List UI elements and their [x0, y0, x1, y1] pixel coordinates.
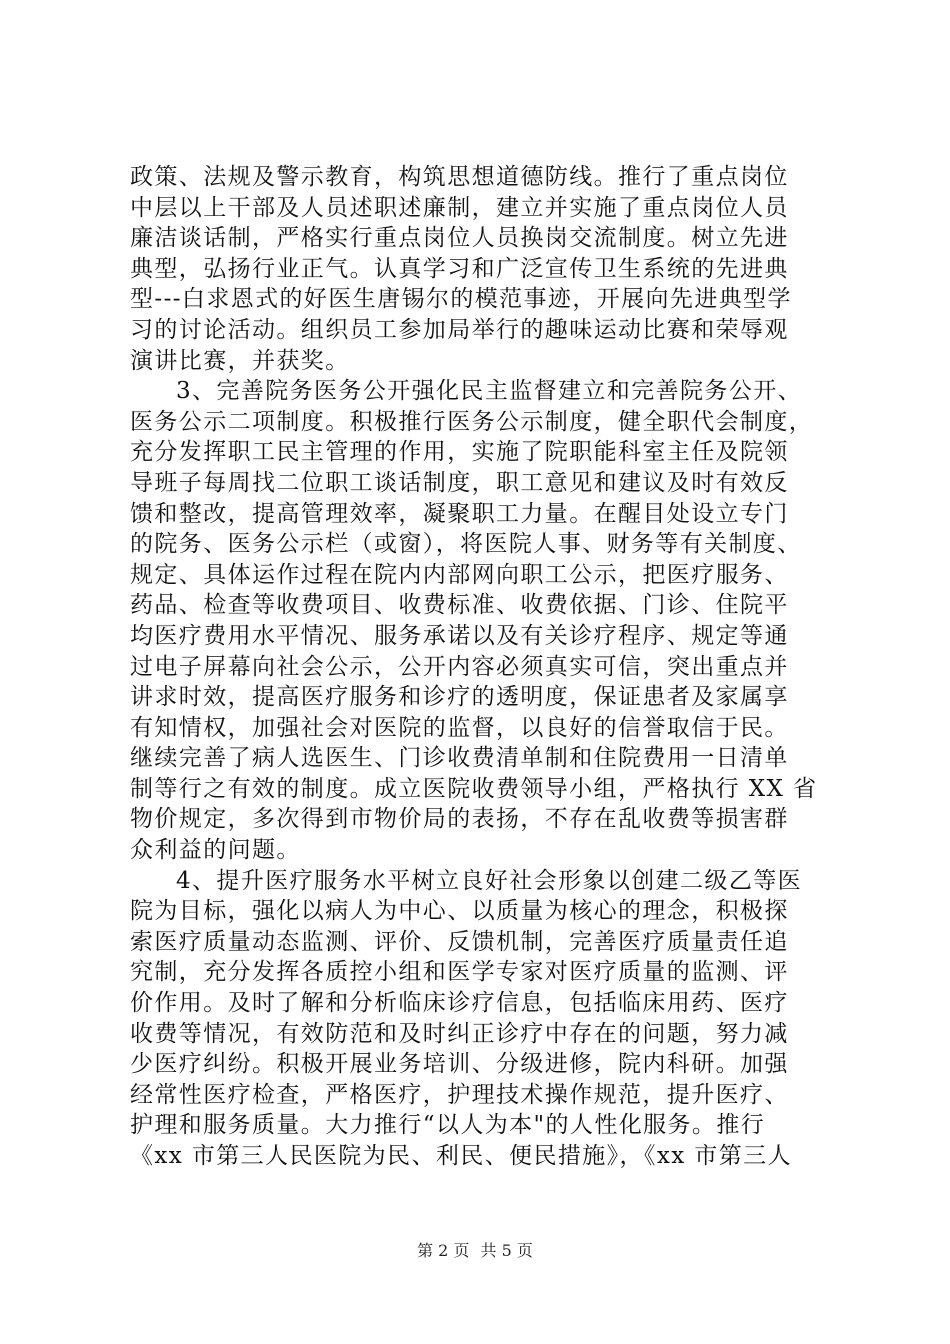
page-total: 共 5 页 — [480, 1241, 533, 1260]
text-line: 馈和整改，提高管理效率，凝聚职工力量。在醒目处设立专门 — [130, 500, 789, 527]
text-line: 继续完善了病人选医生、门诊收费清单制和住院费用一日清单 — [130, 745, 789, 772]
text-line: 中层以上干部及人员述职述廉制，建立并实施了重点岗位人员 — [130, 194, 789, 221]
text-line: 政策、法规及警示教育，构筑思想道德防线。推行了重点岗位 — [130, 164, 789, 190]
text-line: 索医疗质量动态监测、评价、反馈机制，完善医疗质量责任追 — [130, 928, 789, 955]
text-line: 型---白求恩式的好医生唐锡尔的模范事迹，开展向先进典型学 — [130, 286, 792, 313]
text-line: 医务公示二项制度。积极推行医务公示制度，健全职代会制度， — [130, 408, 814, 435]
text-line: 典型，弘扬行业正气。认真学习和广泛宣传卫生系统的先进典 — [130, 255, 789, 282]
text-line: 廉洁谈话制，严格实行重点岗位人员换岗交流制度。树立先进 — [130, 225, 789, 252]
text-line: 导班子每周找二位职工谈话制度，职工意见和建议及时有效反 — [130, 469, 789, 496]
text-line: 均医疗费用水平情况、服务承诺以及有关诊疗程序、规定等通 — [130, 622, 789, 649]
page-number: 第 2 页 — [417, 1241, 470, 1260]
text-line: 药品、检查等收费项目、收费标准、收费依据、门诊、住院平 — [130, 592, 789, 619]
text-line: 经常性医疗检查，严格医疗，护理技术操作规范，提升医疗、 — [130, 1081, 789, 1108]
text-line: 演讲比赛，并获奖。 — [130, 347, 350, 374]
text-line: 讲求时效，提高医疗服务和诊疗的透明度，保证患者及家属享 — [130, 684, 789, 711]
page-footer — [0, 1240, 950, 1262]
text-line: 规定、具体运作过程在院内内部网向职工公示，把医疗服务、 — [130, 561, 789, 588]
paragraph-start-line: 4、提升医疗服务水平树立良好社会形象以创建二级乙等医 — [176, 867, 803, 894]
text-line: 众利益的问题。 — [130, 837, 301, 864]
text-line: 院为目标，强化以病人为中心、以质量为核心的理念，积极探 — [130, 898, 789, 925]
text-line: 究制，充分发挥各质控小组和医学专家对医疗质量的监测、评 — [130, 959, 789, 986]
text-line: 充分发挥职工民主管理的作用，实施了院职能科室主任及院领 — [130, 439, 789, 466]
text-line: 过电子屏幕向社会公示，公开内容必须真实可信，突出重点并 — [130, 653, 789, 680]
text-line: 价作用。及时了解和分析临床诊疗信息，包括临床用药、医疗 — [130, 990, 789, 1017]
text-line: 《xx 市第三人民医院为民、利民、便民措施》，《xx 市第三人 — [130, 1143, 792, 1169]
text-line: 制等行之有效的制度。成立医院收费领导小组，严格执行 XX 省 — [130, 775, 818, 802]
text-line: 有知情权，加强社会对医院的监督，以良好的信誉取信于民。 — [130, 714, 789, 741]
body-text — [130, 162, 830, 1172]
text-line: 护理和服务质量。大力推行“以人为本"的人性化服务。推行 — [130, 1112, 766, 1139]
text-line: 的院务、医务公示栏（或窗），将医院人事、财务等有关制度、 — [130, 531, 802, 558]
text-line: 少医疗纠纷。积极开展业务培训、分级进修，院内科研。加强 — [130, 1051, 789, 1078]
paragraph-start-line: 3、完善院务医务公开强化民主监督建立和完善院务公开、 — [176, 378, 803, 405]
text-line: 习的讨论活动。组织员工参加局举行的趣味运动比赛和荣辱观 — [130, 316, 789, 343]
text-line: 物价规定，多次得到市物价局的表扬，不存在乱收费等损害群 — [130, 806, 789, 833]
text-line: 收费等情况，有效防范和及时纠正诊疗中存在的问题，努力减 — [130, 1020, 789, 1047]
